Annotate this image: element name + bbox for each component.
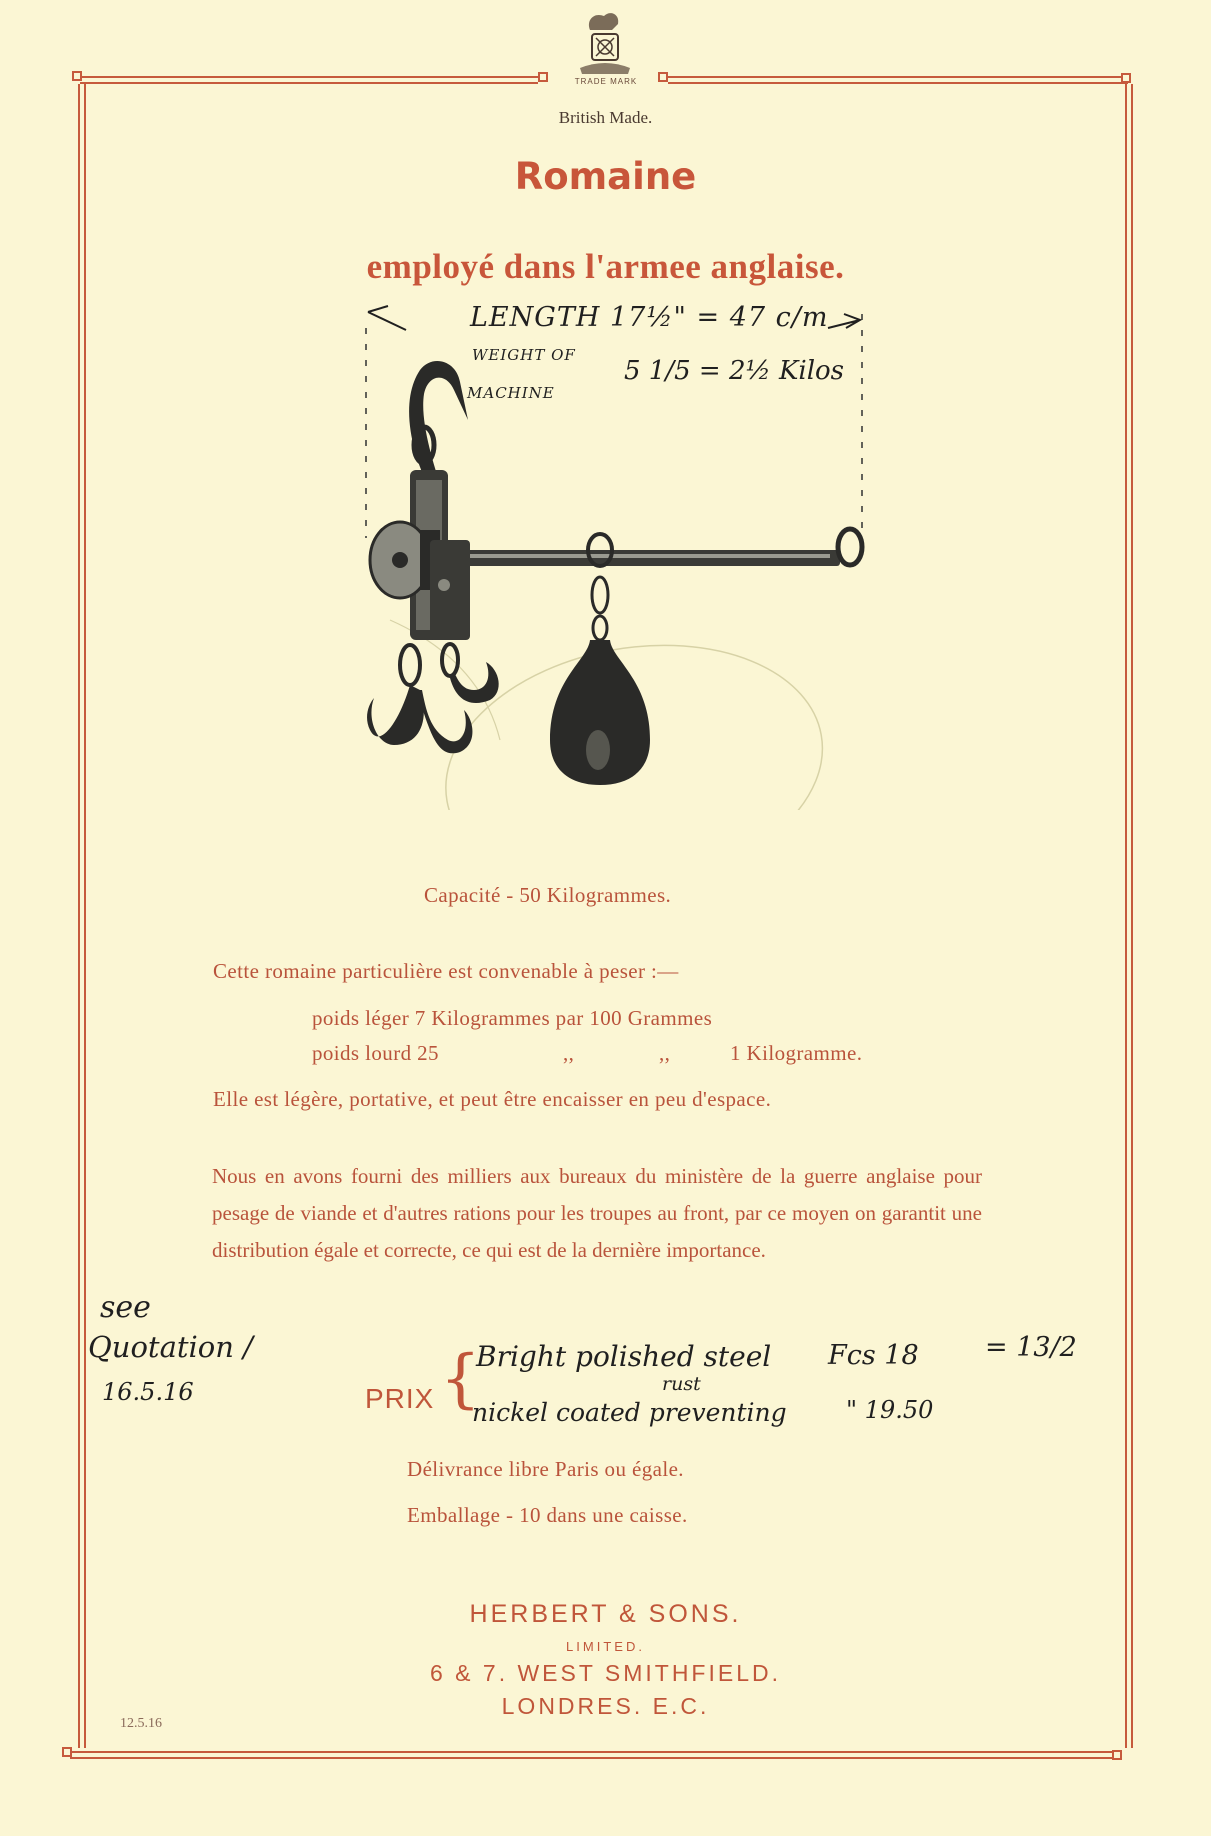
margin-note-quotation: Quotation /	[88, 1330, 253, 1364]
weight-annotation-label: MACHINE	[467, 384, 555, 402]
border-top-left-inner	[80, 82, 538, 84]
border-top-right	[668, 76, 1128, 78]
weight-annotation-label: WEIGHT OF	[472, 346, 576, 364]
packing-line: Emballage - 10 dans une caisse.	[407, 1503, 688, 1527]
border-bottom-inner	[70, 1757, 1120, 1759]
corner-ornament	[1112, 1750, 1122, 1760]
description-paragraph: Nous en avons fourni des milliers aux bureaux du ministère de la guerre anglaise pour pesage de viande et d'autres rations pour les troupes au front, par ce moyen on garantit une distribution égale et correcte, ce qui est de la dernière importance.	[212, 1164, 982, 1262]
steelyard-scale-illustration	[360, 360, 870, 810]
prix-label: PRIX	[365, 1383, 435, 1414]
corner-ornament	[658, 72, 668, 82]
capacity-line: Capacité - 50 Kilogrammes.	[424, 883, 672, 907]
border-bottom	[70, 1751, 1120, 1753]
portable-line: Elle est légère, portative, et peut être encaisser en peu d'espace.	[213, 1087, 772, 1111]
spec-row-heavy-label: poids lourd 25	[312, 1041, 439, 1065]
corner-ornament	[538, 72, 548, 82]
lion-crest-logo-icon	[572, 8, 638, 80]
border-right	[1125, 84, 1127, 1748]
price-option-desc: Bright polished steel	[476, 1340, 772, 1373]
print-date: 12.5.16	[120, 1716, 162, 1731]
price-option-value: " 19.50	[846, 1396, 934, 1424]
spec-row-light: poids léger 7 Kilogrammes par 100 Grammes	[312, 1006, 713, 1030]
length-annotation: LENGTH 17½" = 47 c/m	[470, 302, 829, 333]
company-address: 6 & 7. WEST SMITHFIELD.	[429, 1660, 782, 1686]
corner-ornament	[72, 71, 82, 81]
border-right-inner	[1131, 84, 1133, 1748]
margin-note-date: 16.5.16	[102, 1378, 194, 1406]
spec-row-heavy-value: 1 Kilogramme.	[730, 1041, 863, 1065]
border-left-inner	[84, 84, 86, 1748]
company-limited: LIMITED.	[566, 1639, 645, 1654]
price-option-desc: nickel coated preventing	[472, 1398, 787, 1427]
company-name: HERBERT & SONS.	[469, 1600, 742, 1628]
price-option-conversion: = 13/2	[985, 1332, 1077, 1363]
weight-annotation-value: 5 1/5 = 2½ Kilos	[624, 356, 845, 386]
delivery-line: Délivrance libre Paris ou égale.	[407, 1457, 684, 1481]
ditto-mark: ,,	[563, 1041, 575, 1065]
price-option-value: Fcs 18	[828, 1340, 919, 1371]
margin-note-see: see	[100, 1290, 151, 1325]
page-subtitle: employé dans l'armee anglaise.	[366, 247, 845, 286]
trademark-label: TRADE MARK	[574, 77, 638, 86]
border-top-right-inner	[668, 82, 1128, 84]
intro-line: Cette romaine particulière est convenable à peser :—	[213, 959, 679, 983]
price-option-note: rust	[662, 1373, 701, 1395]
curly-brace-icon: {	[440, 1342, 481, 1416]
corner-ornament	[1121, 73, 1131, 83]
ditto-mark: ,,	[659, 1041, 671, 1065]
border-top-left	[80, 76, 538, 78]
page-title: Romaine	[514, 155, 697, 198]
company-city: LONDRES. E.C.	[501, 1693, 710, 1719]
corner-ornament	[62, 1747, 72, 1757]
border-left	[78, 84, 80, 1748]
british-made-label: British Made.	[558, 108, 653, 127]
